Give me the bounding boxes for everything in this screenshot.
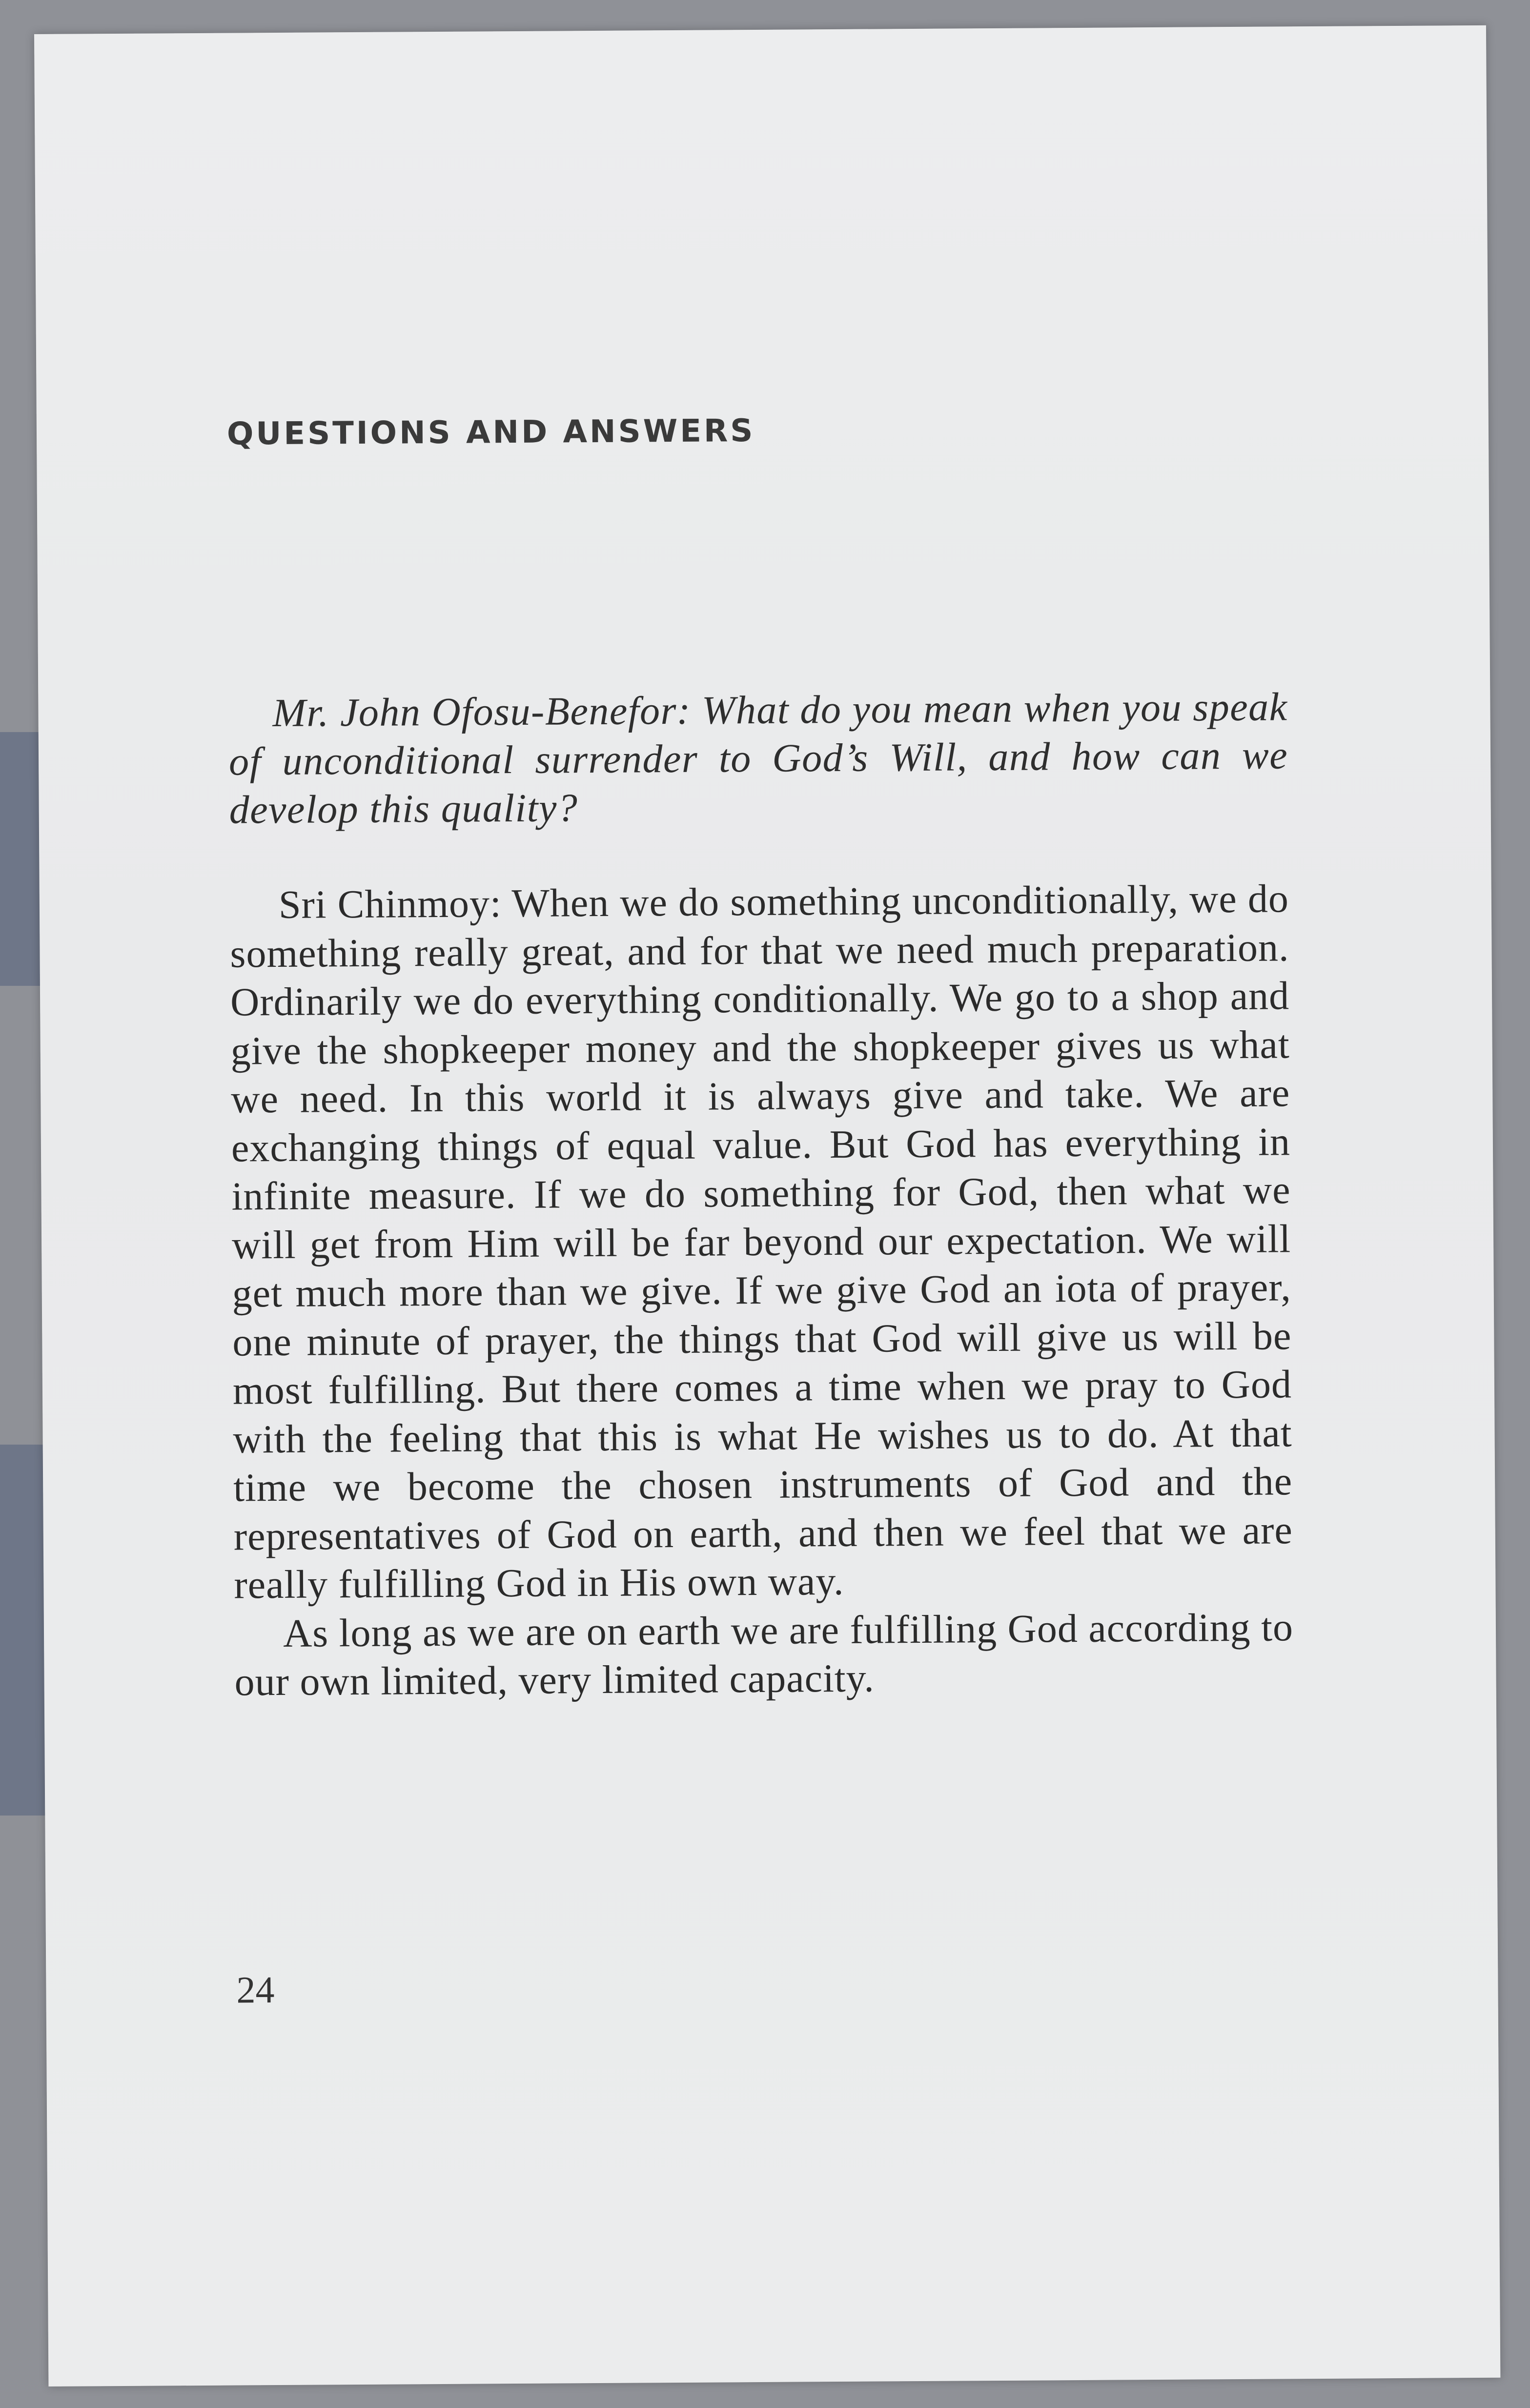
running-head: QUESTIONS AND ANSWERS: [226, 412, 755, 452]
question-paragraph: Mr. John Ofosu-Benefor: What do you mean when you speak of unconditional surrender to God’s Will, and how can we develop this quality?: [228, 684, 1288, 832]
page-content: [227, 412, 1294, 1706]
answer-paragraph-1: Sri Chinmoy: When we do something unconditionally, we do something really great, and for that we need much preparation. Ordinarily we do everything conditionally. We go to a shop and give the shopkeeper money and the shopkeeper gives us what we need. In this world it is always give and take. We are exchanging things of equal value. But God has everything in infinite measure. If we do something for God, then what we will get from Him will be far beyond our expectation. We will get much more than we give. If we give God an iota of prayer, one minute of prayer, the things that God will give us will be most fulfilling. But there comes a time when we pray to God with the feeling that this is what He wishes us to do. At that time we become the chosen instruments of God and the representatives of God on earth, and then we feel that we are really fulfilling God in His own way.: [230, 876, 1293, 1607]
page-number: 24: [236, 1968, 275, 2011]
answer-section: [230, 874, 1294, 1706]
answer-paragraph-2: As long as we are on earth we are fulfilling God according to our own limited, very limited capacity.: [234, 1604, 1294, 1704]
book-page: [34, 25, 1500, 2387]
